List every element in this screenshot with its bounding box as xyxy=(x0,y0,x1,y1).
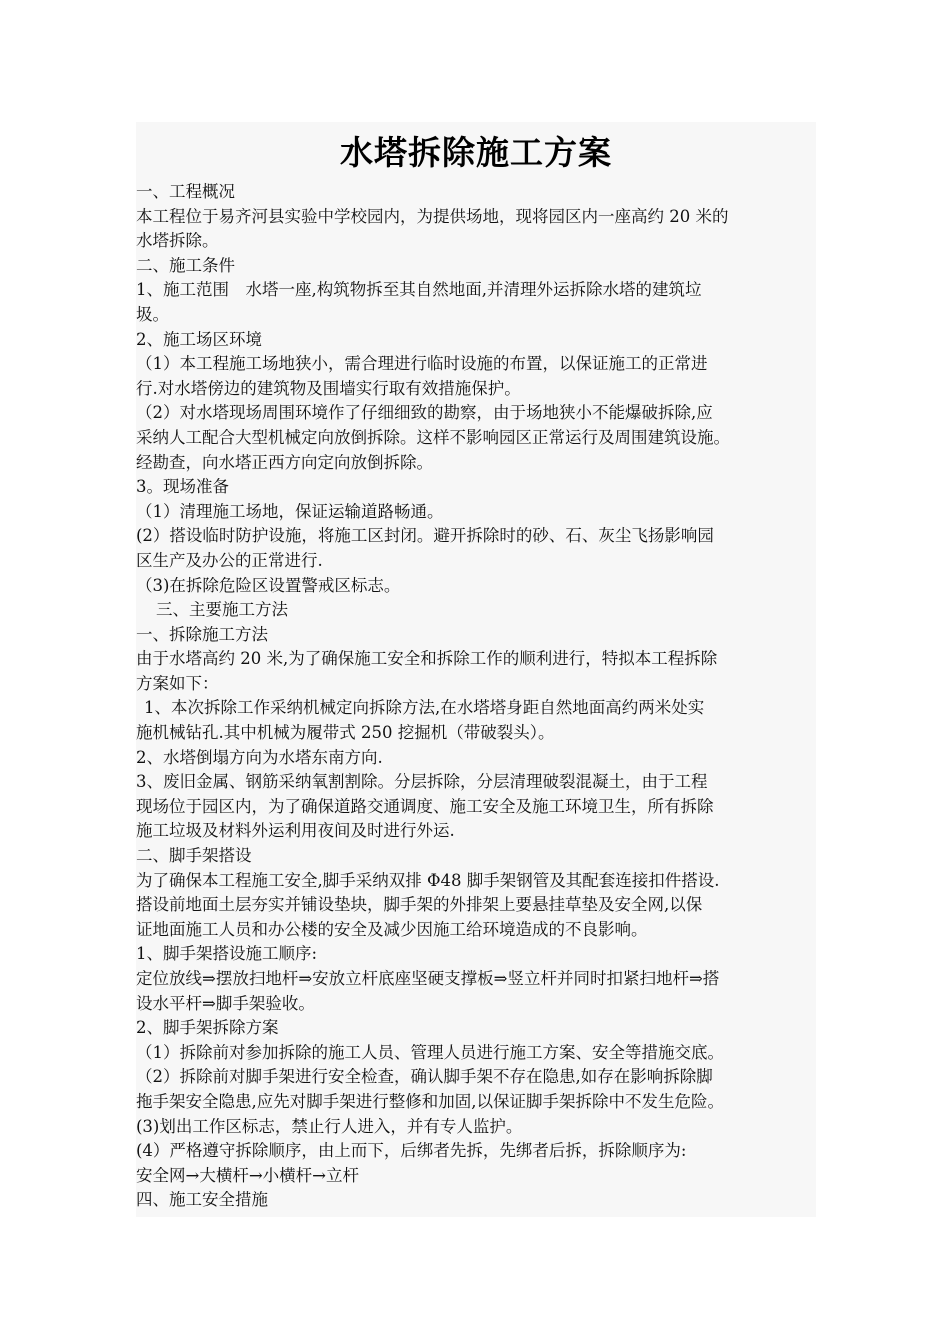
subsection-heading: 1、脚手架搭设施工顺序: xyxy=(136,944,318,964)
section-heading: 三、主要施工方法 xyxy=(156,600,288,620)
paragraph-line: （3)在拆除危险区设置警戒区标志。 xyxy=(136,575,401,595)
paragraph-line: 为了确保本工程施工安全,脚手采纳双排 Φ48 脚手架钢管及其配套连接扣件搭设. xyxy=(136,870,720,890)
paragraph-line: (3)划出工作区标志，禁止行人进入，并有专人监护。 xyxy=(136,1116,523,1136)
subsection-heading: 2、脚手架拆除方案 xyxy=(136,1018,279,1038)
paragraph-line: 采纳人工配合大型机械定向放倒拆除。这样不影响园区正常运行及周围建筑设施。 xyxy=(136,427,730,447)
paragraph-line: 行.对水塔傍边的建筑物及围墙实行取有效措施保护。 xyxy=(136,378,521,398)
document-title: 水塔拆除施工方案 xyxy=(340,133,612,172)
paragraph-line: 施工垃圾及材料外运利用夜间及时进行外运. xyxy=(136,821,455,841)
paragraph-line: 现场位于园区内，为了确保道路交通调度、施工安全及施工环境卫生，所有拆除 xyxy=(136,796,714,816)
paragraph-line: 区生产及办公的正常进行. xyxy=(136,550,323,570)
subsection-heading: 3。现场准备 xyxy=(136,477,229,497)
paragraph-line: 由于水塔高约 20 米,为了确保施工安全和拆除工作的顺利进行，特拟本工程拆除 xyxy=(136,649,718,669)
paragraph-line: 圾。 xyxy=(136,304,169,324)
paragraph-line: （2）拆除前对脚手架进行安全检查，确认脚手架不存在隐患,如存在影响拆除脚 xyxy=(136,1067,713,1087)
paragraph-line: （1）本工程施工场地狭小，需合理进行临时设施的布置，以保证施工的正常进 xyxy=(136,354,708,374)
paragraph-line: 1、施工范围 水塔一座,构筑物拆至其自然地面,并清理外运拆除水塔的建筑垃 xyxy=(136,280,702,300)
paragraph-line: 本工程位于易齐河县实验中学校园内，为提供场地，现将园区内一座高约 20 米的 xyxy=(136,206,729,226)
paragraph-line: 3、废旧金属、钢筋采纳氧割割除。分层拆除，分层清理破裂混凝土，由于工程 xyxy=(136,772,708,792)
paragraph-line: 方案如下： xyxy=(136,673,219,693)
section-heading: 二、施工条件 xyxy=(136,255,235,275)
paragraph-line: 水塔拆除。 xyxy=(136,231,219,251)
paragraph-line: 拖手架安全隐患,应先对脚手架进行整修和加固,以保证脚手架拆除中不发生危险。 xyxy=(136,1091,724,1111)
subsection-heading: 2、施工场区环境 xyxy=(136,329,262,349)
section-heading: 二、脚手架搭设 xyxy=(136,846,252,866)
paragraph-line: 经勘查，向水塔正西方向定向放倒拆除。 xyxy=(136,452,433,472)
paragraph-line: 搭设前地面土层夯实并铺设垫块，脚手架的外排架上要悬挂草垫及安全网,以保 xyxy=(136,895,703,915)
paragraph-line: （1）清理施工场地，保证运输道路畅通。 xyxy=(136,501,444,521)
paragraph-line: 设水平杆⇒脚手架验收。 xyxy=(136,993,315,1013)
paragraph-line: （2）对水塔现场周围环境作了仔细细致的勘察，由于场地狭小不能爆破拆除,应 xyxy=(136,403,713,423)
paragraph-line: 1、本次拆除工作采纳机械定向拆除方法,在水塔塔身距自然地面高约两米处实 xyxy=(144,698,705,718)
section-heading: 一、拆除施工方法 xyxy=(136,624,268,644)
paragraph-line: 2、水塔倒塌方向为水塔东南方向. xyxy=(136,747,383,767)
document-body xyxy=(136,122,816,1217)
section-heading: 一、工程概况 xyxy=(136,182,235,201)
paragraph-line: 证地面施工人员和办公楼的安全及减少因施工给环境造成的不良影响。 xyxy=(136,919,648,939)
paragraph-line: 定位放线⇒摆放扫地杆⇒安放立杆底座坚硬支撑板⇒竖立杆并同时扣紧扫地杆⇒搭 xyxy=(136,969,720,988)
paragraph-line: （1）拆除前对参加拆除的施工人员、管理人员进行施工方案、安全等措施交底。 xyxy=(136,1042,724,1062)
paragraph-line: (2）搭设临时防护设施，将施工区封闭。避开拆除时的砂、石、灰尘飞扬影响园 xyxy=(136,526,714,546)
section-heading: 四、施工安全措施 xyxy=(136,1190,268,1210)
paragraph-line: (4）严格遵守拆除顺序，由上而下，后绑者先拆，先绑者后拆，拆除顺序为: xyxy=(136,1141,687,1161)
paragraph-line: 施机械钻孔.其中机械为履带式 250 挖掘机（带破裂头）。 xyxy=(136,723,555,743)
paragraph-line: 安全网→大横杆→小横杆→立杆 xyxy=(136,1165,359,1185)
